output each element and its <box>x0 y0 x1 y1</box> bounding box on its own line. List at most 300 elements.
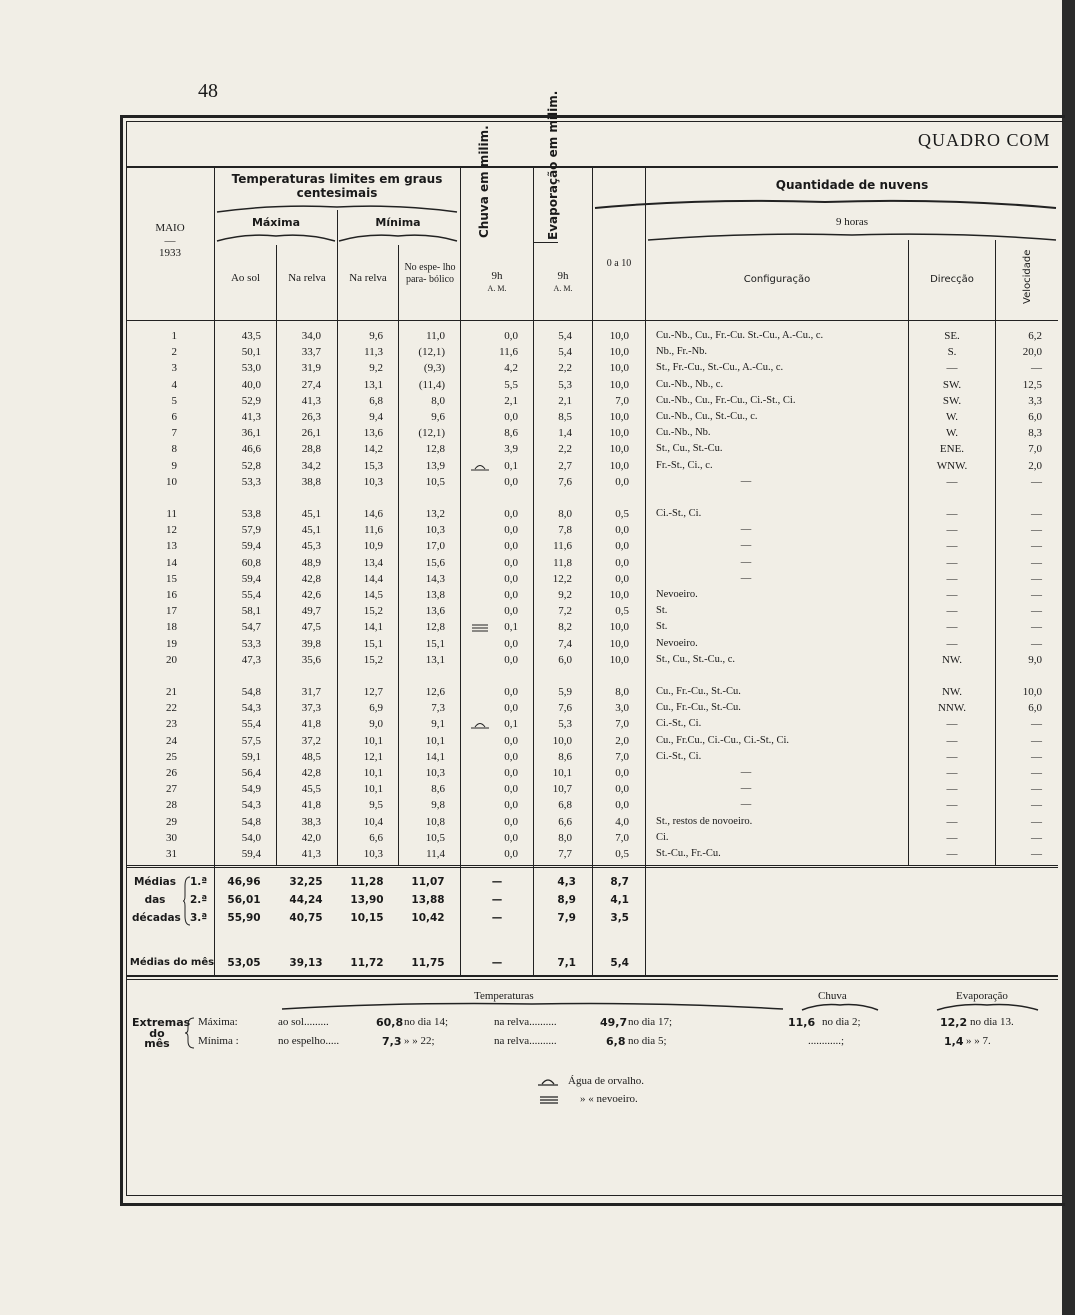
cell-evap: 11,8 <box>553 556 572 569</box>
cell-sol: 54,8 <box>241 686 261 698</box>
cell-sol: 53,3 <box>241 637 261 650</box>
cell-rmin: 10,4 <box>363 815 383 828</box>
ext-min-esp: no espelho..... <box>278 1035 340 1047</box>
cell-dir: — <box>946 783 958 796</box>
cell-rmax: 45,5 <box>301 783 321 796</box>
cell-rmin: 14,1 <box>363 621 383 634</box>
decade-rmax: 32,25 <box>289 876 323 888</box>
ext-min-chuva: ............; <box>808 1035 845 1047</box>
cell-dir: S. <box>947 346 957 359</box>
cell-sol: 60,8 <box>241 556 261 569</box>
cell-dir: — <box>946 718 958 731</box>
cell-vel: 6,2 <box>1028 330 1042 342</box>
cell-rmax: 41,8 <box>301 799 321 812</box>
cell-chuva: 0,0 <box>504 734 518 747</box>
chuva-9h: 9h <box>491 270 503 282</box>
cell-rmin: 13,4 <box>363 556 383 569</box>
cell-sol: 50,1 <box>241 346 261 359</box>
cell-cfg: Cu., Fr.Cu., Ci.-Cu., Ci.-St., Ci. <box>656 734 790 746</box>
cell-q: 0,5 <box>615 605 629 618</box>
cell-rmax: 31,9 <box>301 362 321 375</box>
cell-esp: 10,5 <box>425 475 445 488</box>
cell-sol: 57,5 <box>241 734 261 747</box>
cell-esp: 8,0 <box>431 394 445 407</box>
ext-min-relva: na relva.......... <box>494 1035 557 1047</box>
cell-chuva: 0,0 <box>504 589 518 601</box>
cell-cfg: Ci. <box>656 831 669 843</box>
cell-q: 10,0 <box>609 589 629 601</box>
cell-rmin: 10,1 <box>363 767 383 779</box>
cell-evap: 6,0 <box>558 653 572 666</box>
cell-q: 10,0 <box>609 330 629 342</box>
cell-esp: (9,3) <box>423 362 445 375</box>
cell-rmin: 10,9 <box>363 540 383 553</box>
cell-dir: — <box>946 524 958 537</box>
cell-d: 16 <box>166 589 177 601</box>
decade-label-1: Médias <box>133 876 177 888</box>
cell-d: 12 <box>166 524 177 537</box>
cell-dir: — <box>946 621 958 634</box>
cell-esp: 14,1 <box>425 750 445 763</box>
cell-q: 0,0 <box>615 572 629 585</box>
cell-q: 7,0 <box>615 750 629 763</box>
quadro-title: QUADRO COM <box>918 130 1051 150</box>
cell-cfg: Fr.-St., Ci., c. <box>656 459 713 471</box>
cell-sol: 59,1 <box>241 750 261 763</box>
cell-dir: — <box>946 605 958 618</box>
cell-vel: 20,0 <box>1022 346 1042 359</box>
cell-rmin: 10,1 <box>363 783 383 796</box>
cell-rmin: 12,1 <box>363 750 383 763</box>
cell-evap: 2,1 <box>558 394 572 407</box>
cell-q: 10,0 <box>609 621 629 634</box>
ext-max-chuva-day: no dia 2; <box>822 1016 861 1028</box>
cell-vel: — <box>1031 589 1042 601</box>
cell-esp: 13,6 <box>425 605 445 618</box>
cell-esp: 10,3 <box>425 524 445 537</box>
cell-vel: — <box>1031 815 1042 828</box>
cell-sol: 59,4 <box>241 540 261 553</box>
cell-sol: 54,3 <box>241 799 261 812</box>
cell-d: 18 <box>166 621 177 634</box>
cell-d: 25 <box>166 750 177 763</box>
cell-cfg: — <box>740 783 752 795</box>
cell-rmin: 15,2 <box>363 653 383 666</box>
decade-chuva: — <box>491 912 503 924</box>
brace-clouds <box>593 198 1058 210</box>
cell-rmax: 49,7 <box>301 605 321 618</box>
cell-chuva: 0,0 <box>504 637 518 650</box>
brace-ext-chuva <box>800 1002 880 1012</box>
cell-cfg: — <box>740 540 752 552</box>
cell-d: 28 <box>166 799 177 812</box>
cell-chuva: 0,0 <box>504 848 518 860</box>
cell-evap: 2,2 <box>558 443 572 456</box>
cell-q: 0,0 <box>615 767 629 779</box>
cell-q: 0,0 <box>615 783 629 796</box>
cell-q: 7,0 <box>615 718 629 731</box>
cell-dir: SW. <box>942 378 962 391</box>
cell-rmin: 9,4 <box>369 411 383 423</box>
ext-min-esp-day: » » 22; <box>404 1035 435 1047</box>
cell-cfg: Cu.-Nb., Nb., c. <box>656 378 724 390</box>
cell-rmax: 27,4 <box>301 378 321 391</box>
cell-esp: 12,8 <box>425 443 445 456</box>
cell-evap: 7,4 <box>558 637 572 650</box>
cell-chuva: 0,1 <box>504 718 518 731</box>
ext-temp-header: Temperaturas <box>474 990 534 1002</box>
cell-esp: 13,9 <box>425 459 445 472</box>
cell-cfg: Nevoeiro. <box>656 637 698 649</box>
cell-rmax: 42,0 <box>301 831 321 844</box>
ext-min-relva-val: 6,8 <box>606 1035 626 1048</box>
cell-q: 0,5 <box>615 848 629 860</box>
cell-cfg: — <box>740 524 752 536</box>
cell-rmin: 9,5 <box>369 799 383 812</box>
cell-sol: 46,6 <box>241 443 261 456</box>
month-mean-rmin: 11,72 <box>350 957 384 969</box>
cell-sol: 54,7 <box>241 621 261 634</box>
brace-ext-evap <box>935 1002 1040 1012</box>
cell-cfg: — <box>740 799 752 811</box>
cell-q: 0,0 <box>615 475 629 488</box>
month-mean-rmax: 39,13 <box>289 957 323 969</box>
evap-am: A. M. <box>553 284 573 293</box>
decade-rmax: 44,24 <box>289 894 323 906</box>
cell-rmin: 12,7 <box>363 686 383 698</box>
cell-evap: 5,4 <box>558 330 572 342</box>
month-mean-sol: 53,05 <box>227 957 261 969</box>
cell-rmax: 39,8 <box>301 637 321 650</box>
cell-chuva: 0,0 <box>504 702 518 715</box>
cell-vel: 6,0 <box>1028 411 1042 423</box>
cell-cfg: — <box>740 475 752 487</box>
cell-chuva: 0,0 <box>504 767 518 779</box>
decade-number: 3.ª <box>190 912 208 924</box>
cell-rmax: 45,1 <box>301 524 321 537</box>
cell-vel: — <box>1031 362 1042 375</box>
cell-evap: 10,0 <box>552 734 572 747</box>
cell-sol: 36,1 <box>241 427 261 440</box>
cell-dir: SW. <box>942 394 962 407</box>
decade-esp: 13,88 <box>411 894 445 906</box>
ext-min-relva-day: no dia 5; <box>628 1035 667 1047</box>
cell-sol: 53,0 <box>241 362 261 375</box>
ao-sol-header: Ao sol <box>230 272 261 284</box>
ext-brace <box>184 1017 196 1049</box>
cell-dir: — <box>946 589 958 601</box>
ext-chuva-header: Chuva <box>818 990 847 1002</box>
cell-vel: — <box>1031 734 1042 747</box>
cell-rmax: 34,0 <box>301 330 321 342</box>
cell-dir: — <box>946 734 958 747</box>
fog-icon <box>470 623 490 633</box>
legend-fog: » « nevoeiro. <box>580 1093 638 1105</box>
brace-temps <box>215 204 459 214</box>
month-label: MAIO <box>155 222 185 234</box>
cell-rmax: 37,2 <box>301 734 321 747</box>
cell-vel: — <box>1031 475 1042 488</box>
cell-esp: 10,1 <box>425 734 445 747</box>
brace-nine-horas <box>646 232 1058 242</box>
cell-vel: — <box>1031 718 1042 731</box>
cell-q: 10,0 <box>609 346 629 359</box>
cell-q: 0,0 <box>615 799 629 812</box>
cell-dir: NW. <box>941 653 963 666</box>
cell-evap: 10,1 <box>552 767 572 779</box>
decade-rmin: 11,28 <box>350 876 384 888</box>
ext-label-3: mês <box>144 1037 170 1050</box>
cell-d: 11 <box>166 508 177 520</box>
cell-rmax: 42,8 <box>301 572 321 585</box>
cell-vel: — <box>1031 637 1042 650</box>
cell-esp: 10,8 <box>425 815 445 828</box>
cell-esp: 10,5 <box>425 831 445 844</box>
cell-rmin: 15,2 <box>363 605 383 618</box>
cell-evap: 5,3 <box>558 718 572 731</box>
cell-sol: 59,4 <box>241 848 261 860</box>
cell-sol: 43,5 <box>241 330 261 342</box>
cell-sol: 59,4 <box>241 572 261 585</box>
cell-sol: 41,3 <box>241 411 261 423</box>
cell-rmax: 47,5 <box>301 621 321 634</box>
cell-dir: ENE. <box>939 443 965 456</box>
cell-esp: 13,2 <box>425 508 445 520</box>
cell-vel: — <box>1031 621 1042 634</box>
cell-chuva: 8,6 <box>504 427 518 440</box>
cell-rmin: 10,1 <box>363 734 383 747</box>
cell-evap: 8,0 <box>558 508 572 520</box>
ext-min-evap-val: 1,4 <box>944 1035 964 1048</box>
cell-sol: 55,4 <box>241 718 261 731</box>
cell-cfg: Nb., Fr.-Nb. <box>656 346 708 358</box>
cell-rmin: 9,2 <box>369 362 383 375</box>
cell-chuva: 0,0 <box>504 783 518 796</box>
cell-esp: 11,0 <box>426 330 445 342</box>
ext-label-1: Extremas <box>132 1016 191 1029</box>
ext-min-esp-val: 7,3 <box>382 1035 402 1048</box>
cell-chuva: 0,0 <box>504 815 518 828</box>
cell-cfg: St., Cu., St.-Cu. <box>656 443 723 455</box>
cell-q: 10,0 <box>609 653 629 666</box>
cell-vel: — <box>1031 605 1042 618</box>
cell-dir: — <box>946 508 958 520</box>
cell-evap: 7,7 <box>558 848 572 860</box>
cell-evap: 7,6 <box>558 475 572 488</box>
cell-rmin: 14,5 <box>363 589 383 601</box>
cell-rmin: 6,8 <box>369 394 383 407</box>
cell-d: 24 <box>166 734 177 747</box>
ext-max-sol-val: 60,8 <box>376 1016 404 1029</box>
clouds-header: Quantidade de nuvens <box>775 178 929 192</box>
cell-esp: 7,3 <box>431 702 445 715</box>
cell-d: 2 <box>171 346 177 359</box>
decade-sol: 55,90 <box>227 912 261 924</box>
cell-cfg: St.-Cu., Fr.-Cu. <box>656 848 721 859</box>
dew-symbol-icon <box>537 1077 559 1087</box>
decade-evap: 8,9 <box>557 894 576 906</box>
cell-d: 9 <box>171 459 177 472</box>
cell-chuva: 0,0 <box>504 540 518 553</box>
cell-sol: 54,9 <box>241 783 261 796</box>
cell-vel: — <box>1031 831 1042 844</box>
cell-q: 3,0 <box>615 702 629 715</box>
cell-rmax: 37,3 <box>301 702 321 715</box>
cell-dir: NNW. <box>937 702 966 715</box>
cell-cfg: Cu.-Nb., Cu., St.-Cu., c. <box>656 411 758 422</box>
cell-dir: WNW. <box>936 459 968 472</box>
cell-evap: 6,6 <box>558 815 572 828</box>
month-mean-label: Médias do mês <box>129 957 215 968</box>
chuva-header: Chuva em milim. <box>477 125 491 238</box>
cell-vel: — <box>1031 767 1042 779</box>
decade-number: 2.ª <box>190 894 208 906</box>
cell-vel: — <box>1031 783 1042 796</box>
cell-rmax: 41,3 <box>301 394 321 407</box>
cell-cfg: St., restos de novoeiro. <box>656 815 753 827</box>
cell-q: 10,0 <box>609 427 629 440</box>
cell-sol: 52,9 <box>241 394 261 407</box>
decade-evap: 4,3 <box>557 876 576 888</box>
legend-dew: Água de orvalho. <box>568 1075 645 1087</box>
cell-vel: 6,0 <box>1028 702 1042 715</box>
month-mean-evap: 7,1 <box>557 957 576 969</box>
decade-label-2: das <box>144 894 166 906</box>
cell-esp: 12,8 <box>425 621 445 634</box>
na-relva-min-header: Na relva <box>349 272 387 284</box>
cell-cfg: St. <box>656 605 668 617</box>
cell-q: 10,0 <box>609 378 629 391</box>
decade-sol: 46,96 <box>227 876 261 888</box>
cell-q: 10,0 <box>609 459 629 472</box>
cell-chuva: 0,0 <box>504 556 518 569</box>
cell-vel: — <box>1031 848 1042 860</box>
cell-cfg: Cu.-Nb., Cu., Fr.-Cu., Ci.-St., Ci. <box>656 394 796 406</box>
cell-d: 23 <box>166 718 177 731</box>
cell-sol: 56,4 <box>241 767 261 779</box>
cell-vel: 2,0 <box>1028 459 1042 472</box>
cell-d: 22 <box>166 702 177 715</box>
decade-q: 3,5 <box>610 912 629 924</box>
cell-rmin: 13,6 <box>363 427 383 440</box>
decade-number: 1.ª <box>190 876 208 888</box>
cell-evap: 9,2 <box>558 589 572 601</box>
cell-rmin: 14,4 <box>363 572 383 585</box>
chuva-am: A. M. <box>487 284 507 293</box>
cell-chuva: 0,0 <box>504 750 518 763</box>
cell-d: 20 <box>166 653 177 666</box>
cell-sol: 52,8 <box>241 459 261 472</box>
cell-cfg: Ci.-St., Ci. <box>656 750 702 762</box>
cell-sol: 58,1 <box>241 605 261 618</box>
cell-sol: 47,3 <box>241 653 261 666</box>
temps-header: Temperaturas limites em graus centesimais <box>231 172 443 200</box>
cell-rmin: 10,3 <box>363 475 383 488</box>
decade-q: 8,7 <box>610 876 629 888</box>
cell-dir: — <box>946 572 958 585</box>
decade-rmin: 10,15 <box>350 912 384 924</box>
cell-evap: 12,2 <box>552 572 572 585</box>
cell-cfg: St. <box>656 621 668 633</box>
cell-sol: 40,0 <box>241 378 261 391</box>
cell-q: 10,0 <box>609 637 629 650</box>
cell-evap: 5,4 <box>558 346 572 359</box>
cell-esp: (11,4) <box>418 378 445 391</box>
page-number: 48 <box>198 80 218 102</box>
cell-d: 31 <box>166 848 177 860</box>
cell-rmax: 42,6 <box>301 589 321 601</box>
ext-max-sol: ao sol......... <box>278 1016 329 1028</box>
cell-dir: — <box>946 848 958 860</box>
decade-chuva: — <box>491 894 503 906</box>
decade-q: 4,1 <box>610 894 629 906</box>
cell-dir: — <box>946 831 958 844</box>
evap-header <box>547 168 560 240</box>
cell-evap: 1,4 <box>558 427 572 440</box>
decade-label-3: décadas <box>132 912 181 924</box>
minima-header: Mínima <box>375 216 421 229</box>
cell-esp: 13,8 <box>425 589 445 601</box>
cell-cfg: Ci.-St., Ci. <box>656 508 702 519</box>
cell-dir: — <box>946 799 958 812</box>
cell-rmin: 9,6 <box>369 330 383 342</box>
cell-esp: 10,3 <box>425 767 445 779</box>
dew-icon <box>470 720 490 730</box>
cell-esp: 12,6 <box>425 686 445 698</box>
cell-evap: 10,7 <box>552 783 572 796</box>
espelho-header: No espe- lho para- bólico <box>404 262 456 285</box>
cell-vel: 12,5 <box>1022 378 1042 391</box>
cell-dir: SE. <box>944 330 960 342</box>
cell-rmax: 45,3 <box>301 540 321 553</box>
cell-q: 10,0 <box>609 411 629 423</box>
cell-q: 0,5 <box>615 508 629 520</box>
cell-evap: 5,3 <box>558 378 572 391</box>
cell-dir: W. <box>945 427 959 440</box>
cell-dir: NW. <box>941 686 963 698</box>
cell-rmax: 41,8 <box>301 718 321 731</box>
cell-dir: — <box>946 750 958 763</box>
cell-dir: W. <box>945 411 959 423</box>
cell-d: 14 <box>166 556 177 569</box>
cell-rmax: 38,3 <box>301 815 321 828</box>
decade-rmin: 13,90 <box>350 894 384 906</box>
cell-cfg: — <box>740 572 752 584</box>
ext-maxima-label: Máxima: <box>198 1016 238 1028</box>
cell-rmin: 11,6 <box>364 524 383 537</box>
cell-rmin: 15,3 <box>363 459 383 472</box>
cell-chuva: 5,5 <box>504 378 518 391</box>
cell-evap: 8,5 <box>558 411 572 423</box>
cell-rmax: 45,1 <box>301 508 321 520</box>
cell-rmax: 48,5 <box>301 750 321 763</box>
cell-d: 27 <box>166 783 177 796</box>
cell-sol: 53,8 <box>241 508 261 520</box>
cell-chuva: 0,1 <box>504 621 518 634</box>
cell-cfg: Cu.-Nb., Nb. <box>656 427 711 439</box>
month-mean-q: 5,4 <box>610 957 629 969</box>
year-label: 1933 <box>159 247 181 259</box>
cell-evap: 7,6 <box>558 702 572 715</box>
decade-esp: 11,07 <box>411 876 445 888</box>
evap-9h: 9h <box>557 270 569 282</box>
cell-vel: 10,0 <box>1022 686 1042 698</box>
cell-d: 7 <box>171 427 177 440</box>
cell-rmax: 42,8 <box>301 767 321 779</box>
cell-dir: — <box>946 556 958 569</box>
brace-ext-temp <box>280 1001 785 1011</box>
ext-max-relva-day: no dia 17; <box>628 1016 672 1028</box>
